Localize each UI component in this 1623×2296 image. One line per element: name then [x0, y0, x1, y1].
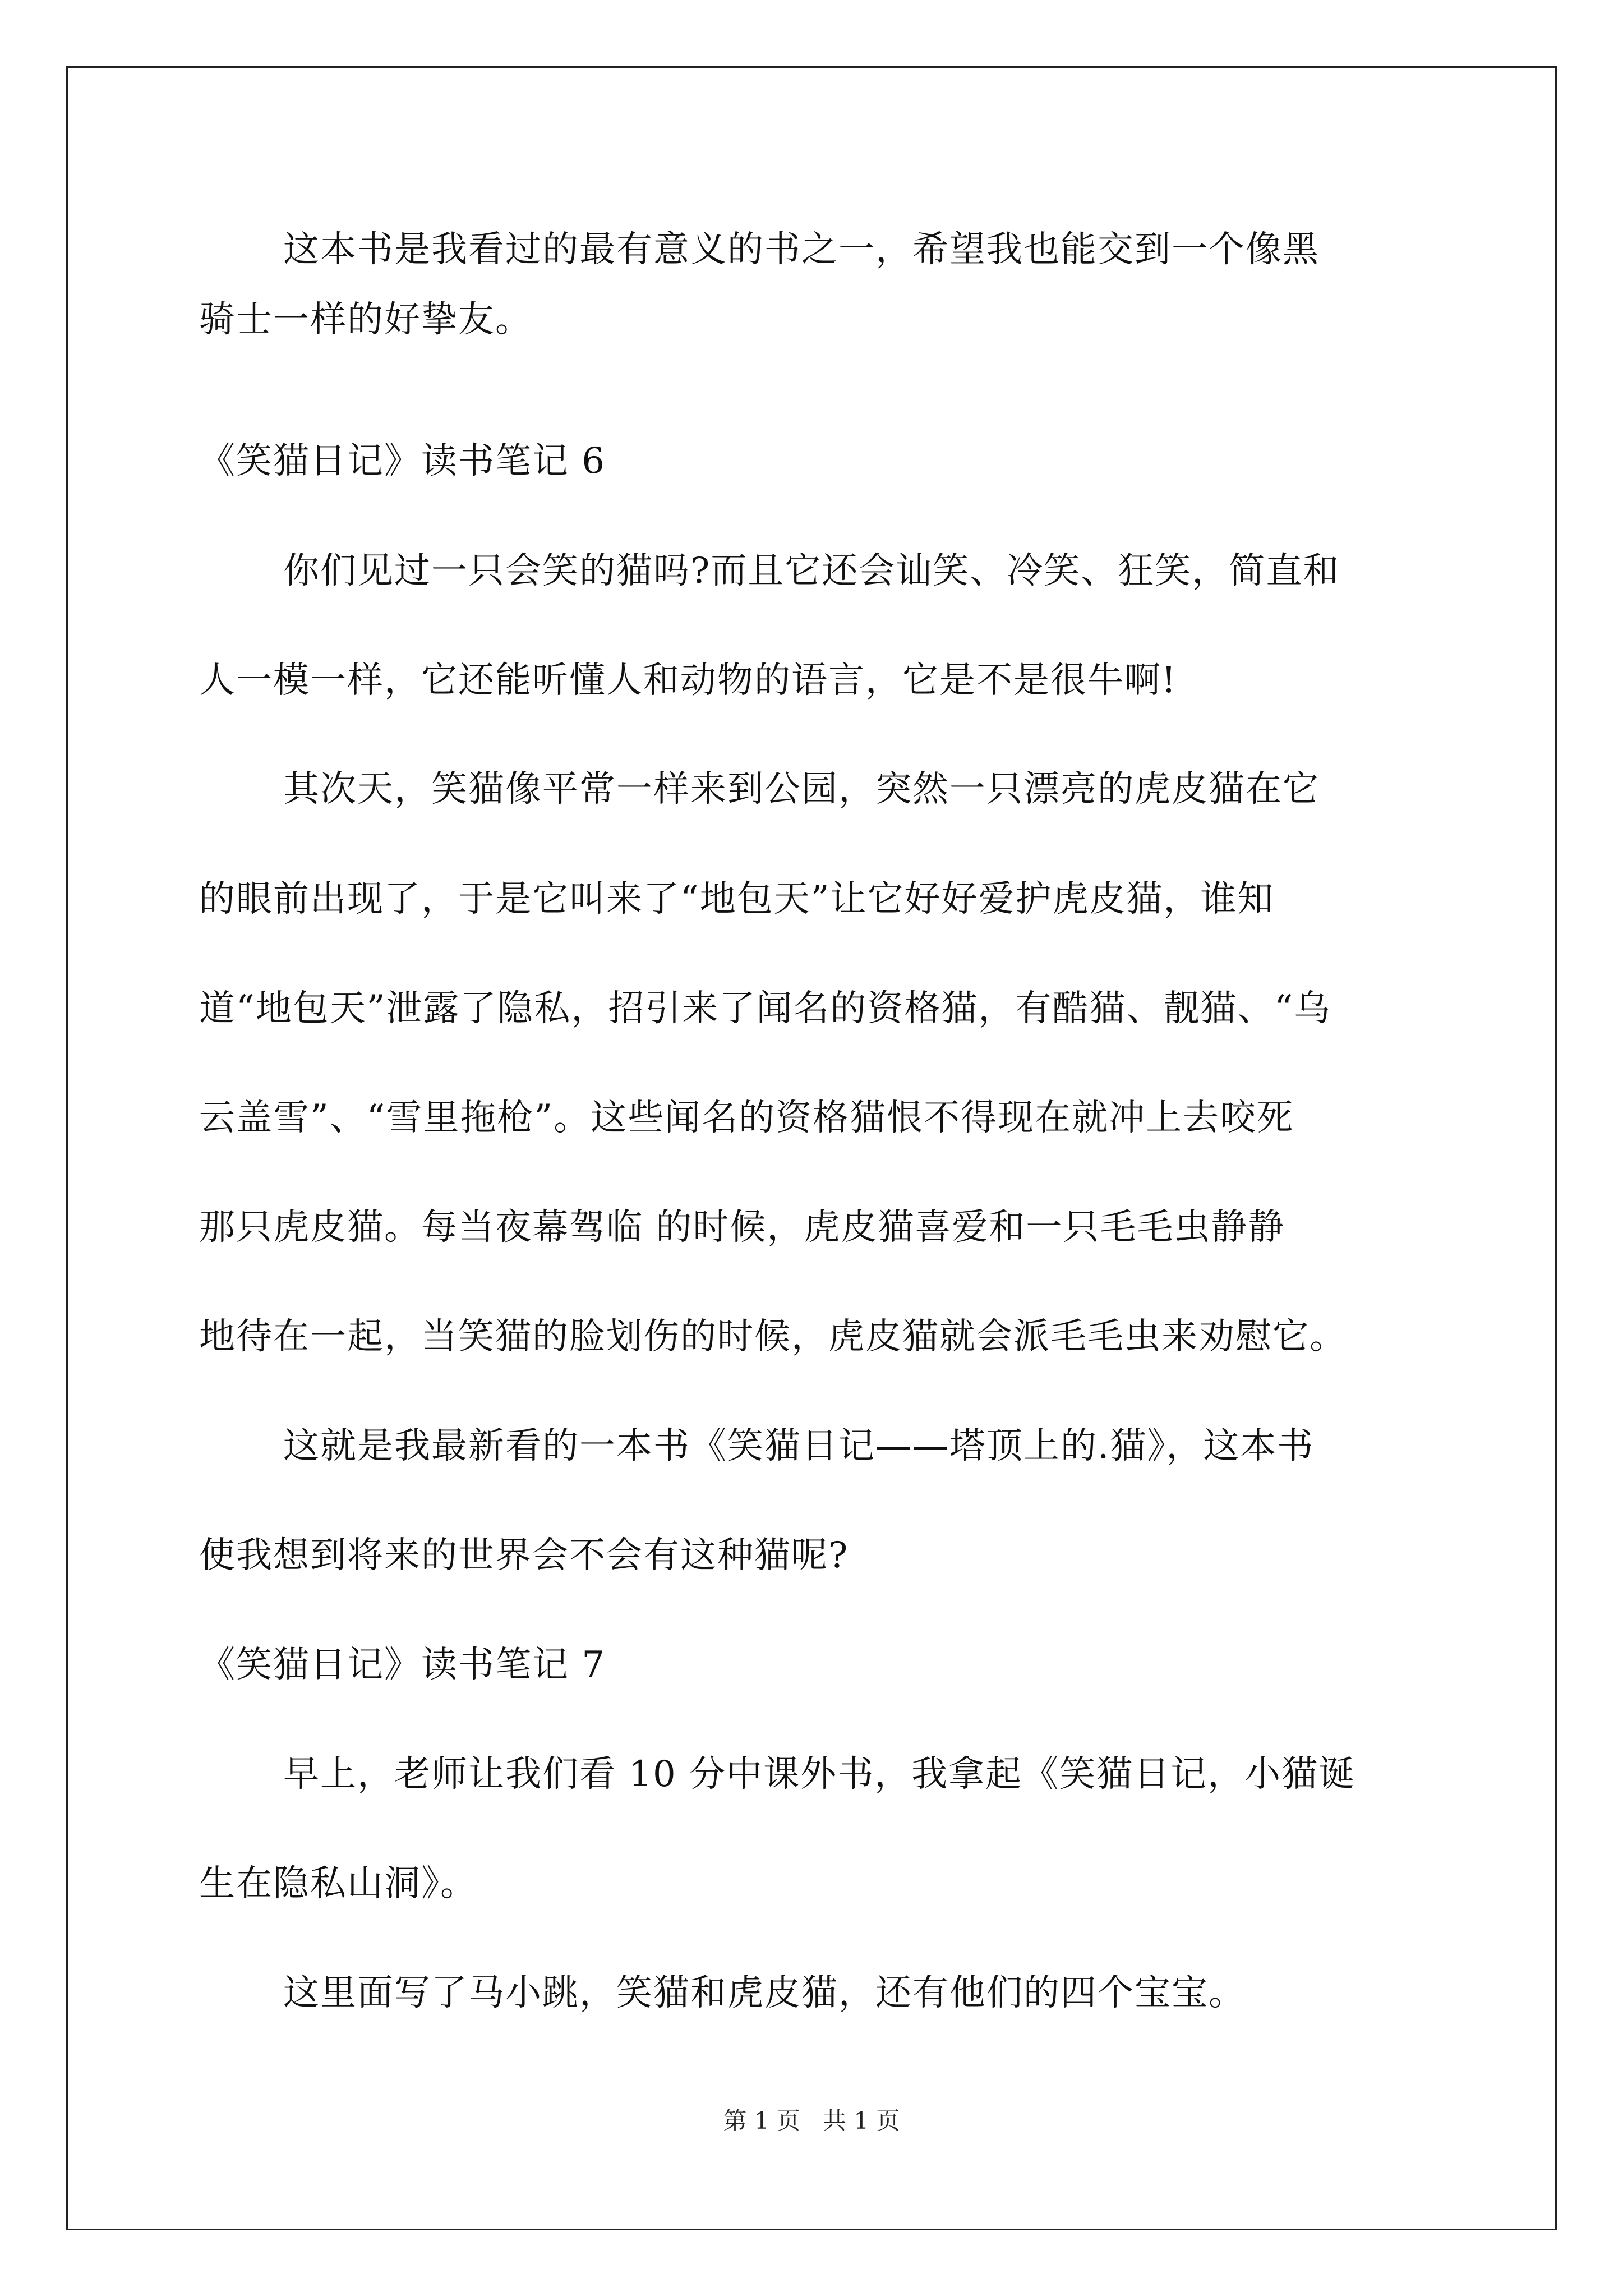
paragraph-line: 这本书是我看过的最有意义的书之一，希望我也能交到一个像黑 — [283, 229, 1320, 270]
paragraph-line: 人一模一样，它还能听懂人和动物的语言，它是不是很牛啊! — [199, 660, 1177, 701]
section-heading-7: 《笑猫日记》读书笔记 7 — [199, 1644, 606, 1686]
paragraph-line: 道“地包天”泄露了隐私，招引来了闻名的资格猫，有酷猫、靓猫、“乌 — [199, 988, 1331, 1029]
paragraph-line: 这里面写了马小跳，笑猫和虎皮猫，还有他们的四个宝宝。 — [283, 1972, 1246, 2014]
paragraph-line: 云盖雪”、“雪里拖枪”。这些闻名的资格猫恨不得现在就冲上去咬死 — [199, 1097, 1294, 1139]
paragraph-line: 早上，老师让我们看 10 分中课外书，我拿起《笑猫日记，小猫诞 — [283, 1754, 1356, 1795]
paragraph-line: 骑士一样的好挚友。 — [199, 299, 532, 341]
paragraph-line: 的眼前出现了，于是它叫来了“地包天”让它好好爱护虎皮猫，谁知 — [199, 878, 1275, 920]
paragraph-line: 那只虎皮猫。每当夜幕驾临 的时候，虎皮猫喜爱和一只毛毛虫静静 — [199, 1207, 1285, 1248]
section-heading-6: 《笑猫日记》读书笔记 6 — [199, 440, 606, 482]
paragraph-line: 生在隐私山洞》。 — [199, 1863, 477, 1904]
paragraph-line: 这就是我最新看的一本书《笑猫日记——塔顶上的.猫》，这本书 — [283, 1425, 1315, 1467]
paragraph-line: 其次天，笑猫像平常一样来到公园，突然一只漂亮的虎皮猫在它 — [283, 769, 1320, 810]
paragraph-line: 使我想到将来的世界会不会有这种猫呢? — [199, 1535, 849, 1576]
paragraph-line: 地待在一起，当笑猫的脸划伤的时候，虎皮猫就会派毛毛虫来劝慰它。 — [199, 1316, 1347, 1358]
paragraph-line: 你们见过一只会笑的猫吗?而且它还会讪笑、冷笑、狂笑，简直和 — [283, 550, 1340, 592]
page-footer: 第 1 页 共 1 页 — [723, 2107, 900, 2134]
